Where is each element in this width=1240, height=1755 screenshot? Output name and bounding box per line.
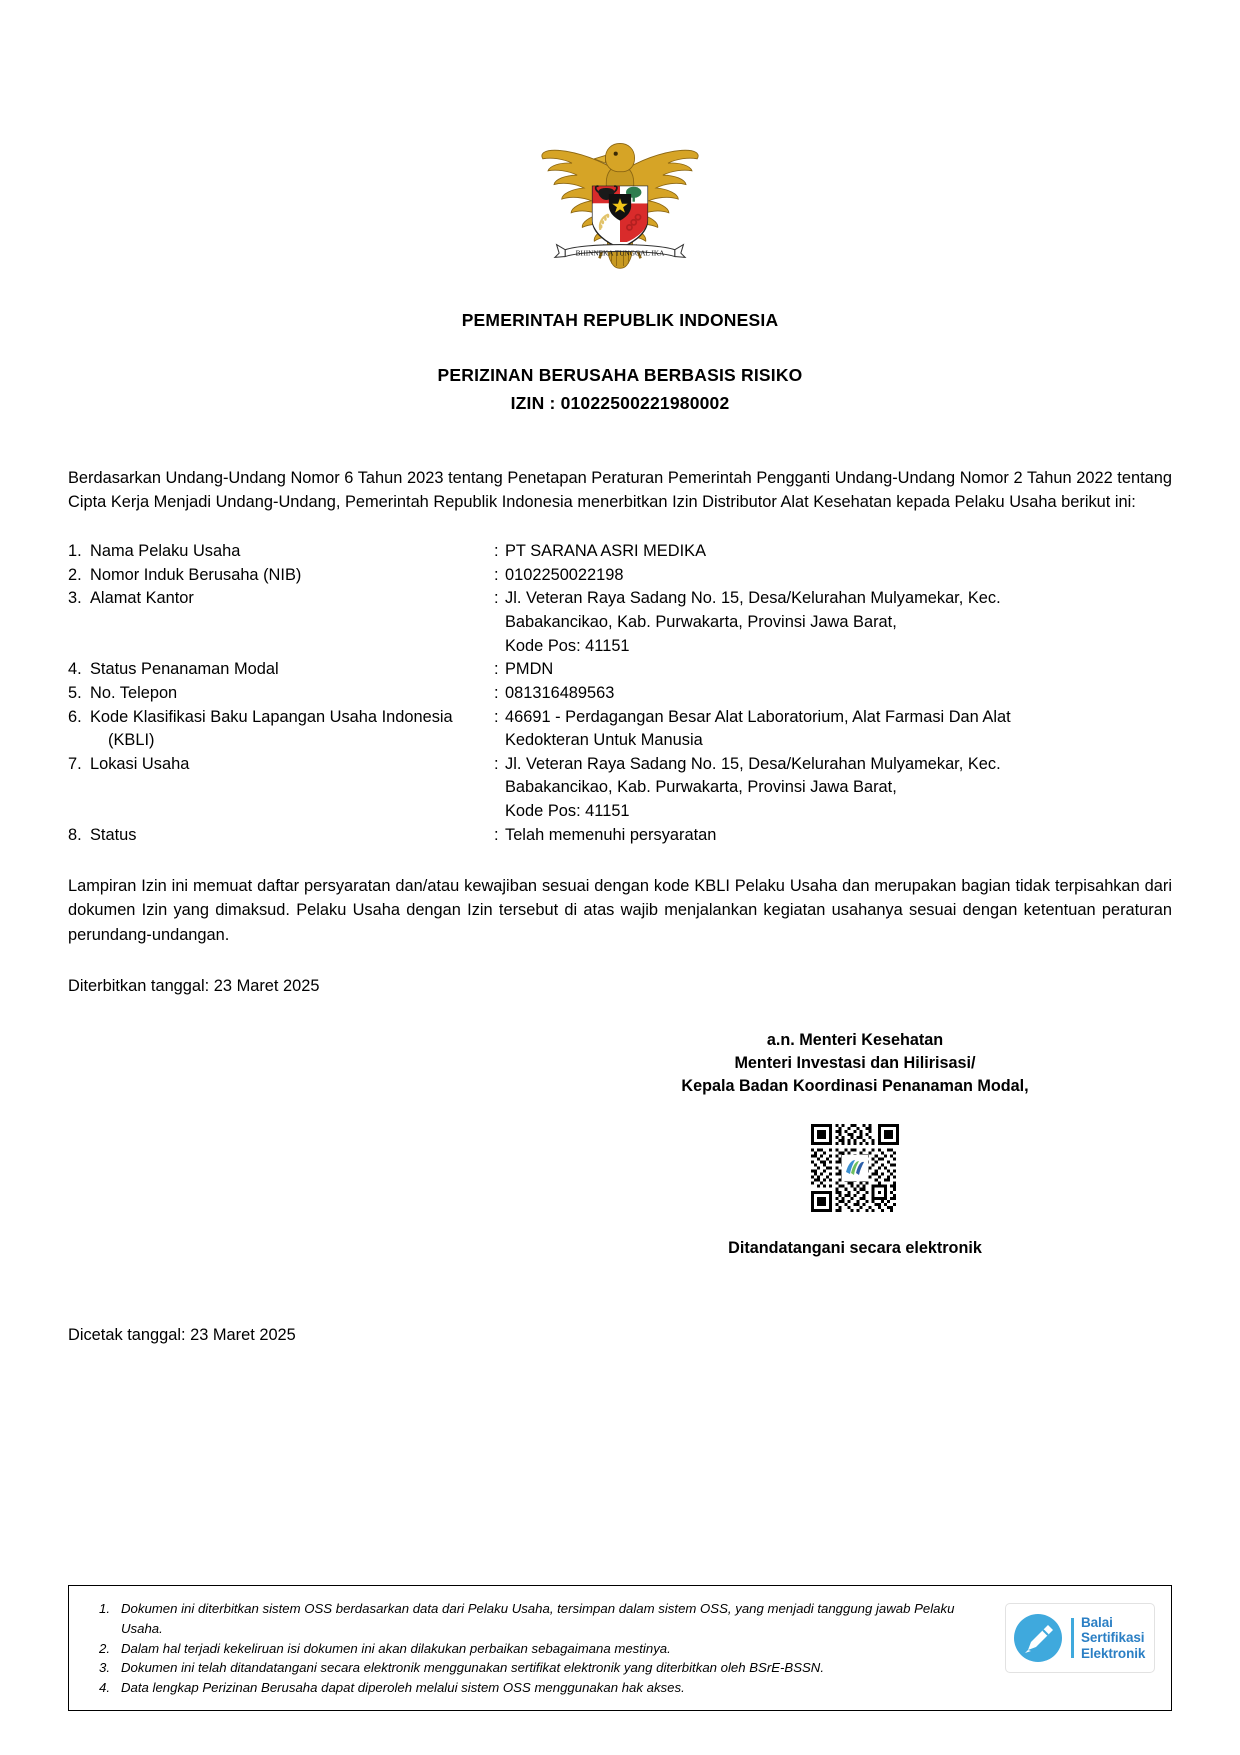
bsre-line-3: Elektronik [1081,1645,1146,1661]
field-colon: : [494,825,499,844]
field-value: Telah memenuhi persyaratan [505,825,717,844]
footer-notes-box [68,1585,1172,1711]
list-item [85,1678,995,1698]
bsre-wordmark [1081,1615,1145,1660]
heading-government: PEMERINTAH REPUBLIK INDONESIA [461,310,779,330]
table-row [68,587,1172,658]
field-label: Status [90,825,137,844]
field-label: Nama Pelaku Usaha [90,542,241,561]
table-row [68,658,1172,682]
signature-block [68,1029,1172,1258]
signatory-line-3: Kepala Badan Koordinasi Penanaman Modal, [681,1076,1029,1095]
field-label: No. Telepon [90,683,178,702]
signature-qr-code[interactable] [811,1124,899,1212]
license-number: IZIN : 01022500221980002 [510,393,730,413]
document-heading-block [68,310,1172,414]
list-item [85,1639,995,1659]
emblem-motto-text: BHINNEKA TUNGGAL IKA [575,249,665,258]
field-value: PT SARANA ASRI MEDIKA [505,542,707,561]
table-row [68,540,1172,564]
table-row [68,564,1172,588]
table-row [68,682,1172,706]
page-title: PERIZINAN BERUSAHA BERBASIS RISIKO [437,365,803,385]
field-label-line: Kode Klasifikasi Baku Lapangan Usaha Indonesia [90,707,453,726]
qr-center-logo [842,1155,868,1181]
license-details-table [68,540,1172,847]
bsre-pen-circle-icon [1012,1612,1064,1664]
issued-date: Diterbitkan tanggal: 23 Maret 2025 [68,976,320,995]
field-label: Alamat Kantor [90,589,194,608]
list-item [85,1658,995,1678]
field-value-line: Kode Pos: 41151 [505,636,630,655]
electronic-signature-note: Ditandatangani secara elektronik [728,1238,982,1257]
field-number: 6. [68,707,82,726]
field-number: 8. [68,825,82,844]
license-details-body [68,540,1172,847]
field-value-line: Babakancikao, Kab. Purwakarta, Provinsi Jawa Barat, [505,778,897,797]
intro-paragraph: Berdasarkan Undang-Undang Nomor 6 Tahun 2023 tentang Penetapan Peraturan Pemerintah Pengganti Undang-Undang Nomor 2 Tahun 2022 tentang Cipta Kerja Menjadi Undang-Undang, Pemerintah Republik Indonesia menerbitkan Izin Distributor Alat Kesehatan kepada Pelaku Usaha berikut ini: [68,469,1172,512]
garuda-pancasila-emblem [534,128,706,278]
field-colon: : [494,542,499,561]
field-value-line: Kedokteran Untuk Manusia [505,731,703,750]
table-row [68,824,1172,848]
qr-code-container [538,1124,1172,1212]
field-number: 5. [68,683,82,702]
bsre-divider [1071,1618,1074,1658]
table-row [68,706,1172,753]
field-value [505,587,1172,658]
field-colon: : [494,754,499,773]
field-value [505,753,1172,824]
note-text: Dokumen ini telah ditandatangani secara elektronik menggunakan sertifikat elektronik yang diterbitkan oleh BSrE-BSSN. [121,1660,824,1676]
note-text: Data lengkap Perizinan Berusaha dapat diperoleh melalui sistem OSS menggunakan hak akses. [121,1680,685,1696]
field-value-line: Kode Pos: 41151 [505,802,630,821]
signatory-line-2: Menteri Investasi dan Hilirisasi/ [734,1053,976,1072]
table-row [68,753,1172,824]
field-value: 0102250022198 [505,565,624,584]
field-value: PMDN [505,660,554,679]
field-value-line: Jl. Veteran Raya Sadang No. 15, Desa/Kelurahan Mulyamekar, Kec. [505,754,1001,773]
closing-paragraph: Lampiran Izin ini memuat daftar persyaratan dan/atau kewajiban sesuai dengan kode KBLI Pelaku Usaha dan merupakan bagian tidak terpisahkan dari dokumen Izin yang dimaksud. Pelaku Usaha dengan Izin tersebut di atas wajib menjalankan kegiatan usahanya sesuai dengan ketentuan peraturan perundang-undangan. [68,877,1172,944]
footer-notes-list [85,1599,995,1698]
field-colon: : [494,565,499,584]
field-label-line: (KBLI) [108,731,155,750]
field-number: 7. [68,754,82,773]
list-item [85,1599,995,1639]
field-number: 4. [68,660,82,679]
field-value-line: 46691 - Perdagangan Besar Alat Laboratorium, Alat Farmasi Dan Alat [505,707,1011,726]
note-number: 2. [99,1640,110,1656]
field-value-line: Jl. Veteran Raya Sadang No. 15, Desa/Kelurahan Mulyamekar, Kec. [505,589,1001,608]
field-colon: : [494,707,499,726]
field-colon: : [494,683,499,702]
field-number: 2. [68,565,82,584]
field-value: 081316489563 [505,683,615,702]
note-text: Dalam hal terjadi kekeliruan isi dokumen ini akan dilakukan perbaikan sebagaimana mestinya. [121,1640,671,1656]
bsre-logo [1005,1603,1155,1673]
field-colon: : [494,589,499,608]
signatory-line-1: a.n. Menteri Kesehatan [766,1030,944,1049]
oss-logo-icon [844,1158,866,1178]
note-text: Dokumen ini diterbitkan sistem OSS berdasarkan data dari Pelaku Usaha, tersimpan dalam sistem OSS, yang menjadi tanggung jawab Pelaku Usaha. [121,1601,955,1636]
field-label: Nomor Induk Berusaha (NIB) [90,565,302,584]
bsre-line-2: Sertifikasi [1081,1630,1145,1646]
field-label: Lokasi Usaha [90,754,190,773]
emblem-container [68,0,1172,278]
field-colon: : [494,660,499,679]
field-number: 3. [68,589,82,608]
field-label [90,706,494,753]
field-number: 1. [68,542,82,561]
field-value [505,706,1172,753]
note-number: 1. [99,1601,110,1617]
field-value-line: Babakancikao, Kab. Purwakarta, Provinsi Jawa Barat, [505,613,897,632]
printed-date: Dicetak tanggal: 23 Maret 2025 [68,1325,296,1344]
note-number: 4. [99,1680,110,1696]
note-number: 3. [99,1660,110,1676]
field-label: Status Penanaman Modal [90,660,279,679]
bsre-line-1: Balai [1081,1615,1113,1631]
